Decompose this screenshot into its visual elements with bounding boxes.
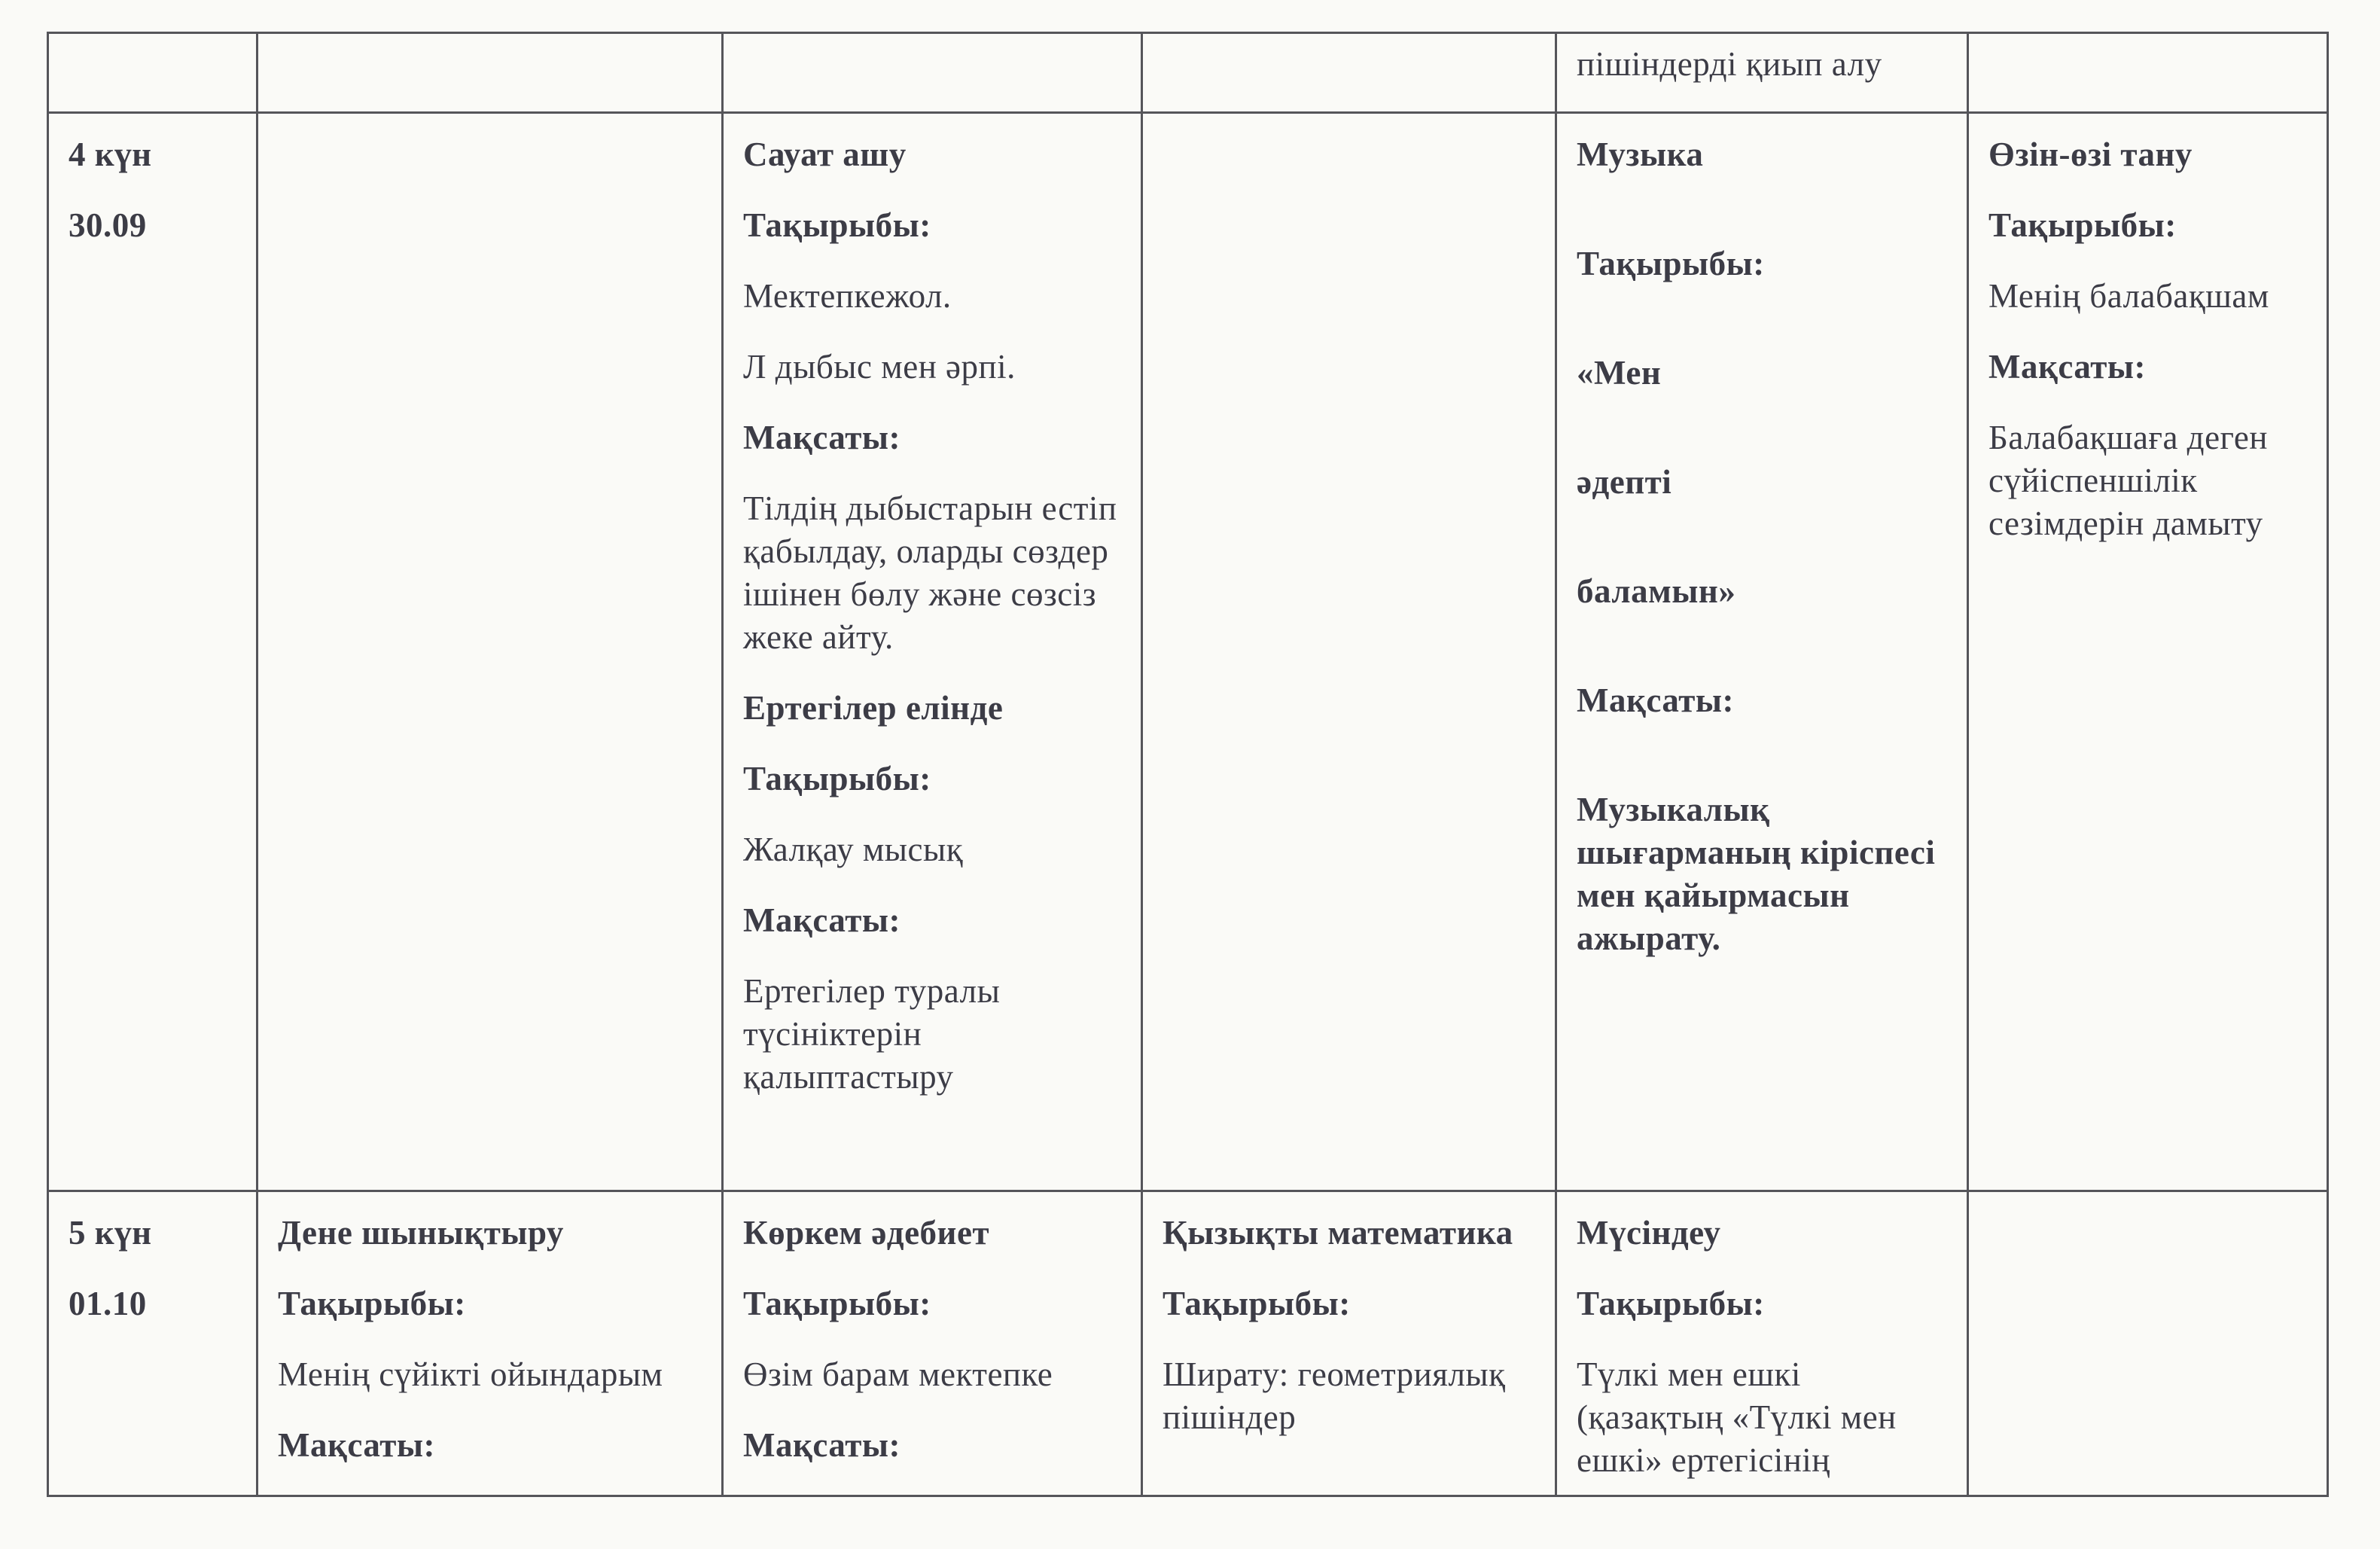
topic-text: Менің сүйікті ойындарым [278, 1355, 663, 1393]
carryover-text: пішіндерді қиып алу [1577, 45, 1882, 83]
lesson-plan-table [47, 32, 2329, 1497]
table-cell [1557, 114, 1969, 1192]
goal-label: Мақсаты: [1577, 681, 1734, 719]
topic-label: Тақырыбы: [1163, 1285, 1351, 1322]
topic-label: Тақырыбы: [1577, 1285, 1765, 1322]
table-cell-empty [258, 34, 724, 114]
subject-name: Ертегілер елінде [743, 689, 1004, 727]
topic-text: Л дыбыс мен әрпі. [743, 348, 1016, 386]
topic-text: әдепті [1577, 463, 1672, 501]
table-cell-empty [1969, 34, 2329, 114]
table-cell-empty [724, 34, 1143, 114]
date-label: 01.10 [69, 1285, 147, 1322]
goal-text: Ертегілер туралы түсініктерін қалыптастыру [743, 972, 1001, 1096]
table-cell [1969, 114, 2329, 1192]
topic-text: баламын» [1577, 572, 1736, 610]
topic-text: Ширату: геометриялық пішіндер [1163, 1355, 1506, 1436]
topic-text: Менің балабақшам [1988, 277, 2269, 315]
topic-text: Өзім барам мектепке [743, 1355, 1053, 1393]
topic-text: «Мен [1577, 354, 1662, 392]
cell-day [49, 114, 258, 1192]
table-cell-empty [49, 34, 258, 114]
topic-label: Тақырыбы: [1988, 206, 2177, 244]
subject-name: Көркем әдебиет [743, 1214, 990, 1252]
goal-label: Мақсаты: [743, 419, 900, 456]
topic-text: Мектепкежол. [743, 277, 952, 315]
topic-text: Түлкі мен ешкі (қазақтың «Түлкі мен ешкі» ертегісінің [1577, 1355, 1897, 1479]
table-cell-empty [1143, 114, 1557, 1192]
table-cell [724, 114, 1143, 1192]
topic-label: Тақырыбы: [743, 1285, 931, 1322]
goal-text: Тілдің дыбыстарын естіп қабылдау, оларды сөздер ішінен бөлу және сөзсіз жеке айту. [743, 489, 1117, 656]
cell-day [49, 1192, 258, 1497]
date-label: 30.09 [69, 206, 147, 244]
subject-name: Қызықты математика [1163, 1214, 1513, 1252]
subject-name: Сауат ашу [743, 136, 907, 173]
table-cell [1143, 1192, 1557, 1497]
goal-label: Мақсаты: [743, 901, 900, 939]
subject-name: Өзін-өзі тану [1988, 136, 2193, 173]
goal-text: Музыкалық шығарманың кіріспесі мен қайырмасын ажырату. [1577, 791, 1936, 957]
topic-label: Тақырыбы: [743, 206, 931, 244]
goal-label: Мақсаты: [743, 1426, 900, 1464]
topic-label: Тақырыбы: [743, 760, 931, 797]
subject-name: Мүсіндеу [1577, 1214, 1721, 1252]
goal-label: Мақсаты: [278, 1426, 435, 1464]
subject-name: Музыка [1577, 136, 1704, 173]
day-label: 4 күн [69, 136, 152, 173]
topic-label: Тақырыбы: [278, 1285, 466, 1322]
topic-text: Жалқау мысық [743, 831, 964, 868]
table-cell [258, 1192, 724, 1497]
subject-name: Дене шынықтыру [278, 1214, 564, 1252]
table-cell [1557, 1192, 1969, 1497]
goal-text: Балабақшаға деген сүйіспеншілік сезімдерін дамыту [1988, 419, 2268, 542]
table-cell [724, 1192, 1143, 1497]
table-cell-empty [1969, 1192, 2329, 1497]
goal-label: Мақсаты: [1988, 348, 2146, 386]
table-cell [1557, 34, 1969, 114]
day-label: 5 күн [69, 1214, 152, 1252]
table-cell-empty [258, 114, 724, 1192]
table-cell-empty [1143, 34, 1557, 114]
topic-label: Тақырыбы: [1577, 245, 1765, 282]
